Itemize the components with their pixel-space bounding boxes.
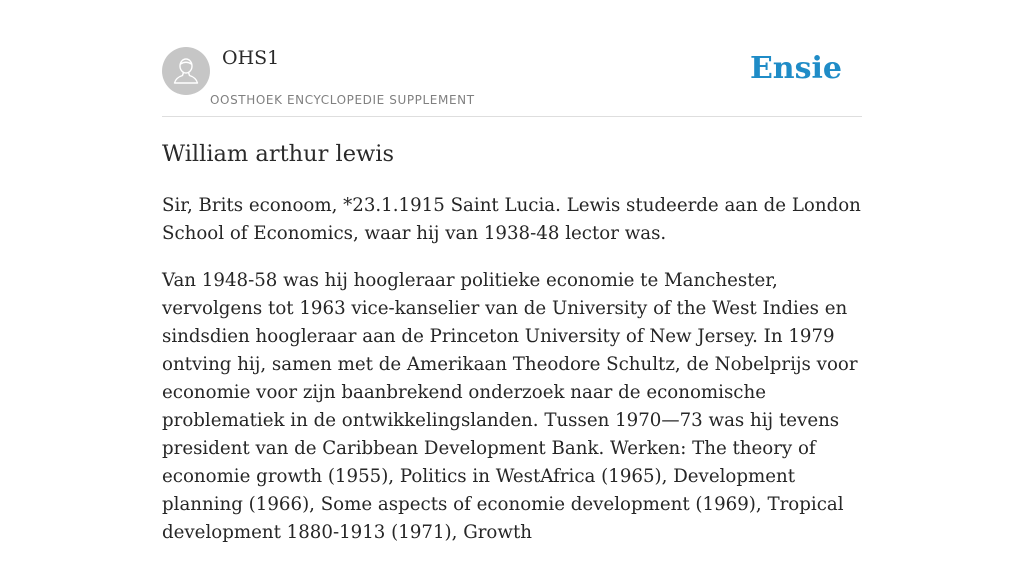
user-icon: [162, 47, 210, 95]
article-title: William arthur lewis: [162, 141, 395, 167]
ensie-logo-link[interactable]: Ensie: [749, 51, 842, 86]
source-name[interactable]: OOSTHOEK ENCYCLOPEDIE SUPPLEMENT: [210, 93, 475, 107]
article-paragraph-1: Sir, Brits econoom, *23.1.1915 Saint Lucia. Lewis studeerde aan de London School of Economics, waar hij van 1938-48 lector was.: [162, 195, 861, 244]
article-body: [162, 192, 866, 566]
article-header: [162, 0, 862, 117]
author-name[interactable]: OHS1: [222, 47, 280, 69]
article-paragraph-2: Van 1948-58 was hij hoogleraar politieke economie te Manchester, vervolgens tot 1963 vice-kanselier van de University of the West Indies en sindsdien hoogleraar aan de Princeton University of New Jersey. In 1979 ontving hij, samen met de Amerikaan Theodore Schultz, de Nobelprijs voor economie voor zijn baanbrekend onderzoek naar de economische problematiek in de ontwikkelingslanden. Tussen 1970—73 was hij tevens president van de Caribbean Development Bank. Werken: The theory of economie growth (1955), Politics in WestAfrica (1965), Development planning (1966), Some aspects of economie development (1969), Tropical development 1880-1913 (1971), Growth: [162, 270, 858, 543]
page-content: [162, 0, 862, 543]
author-avatar[interactable]: [162, 47, 210, 95]
